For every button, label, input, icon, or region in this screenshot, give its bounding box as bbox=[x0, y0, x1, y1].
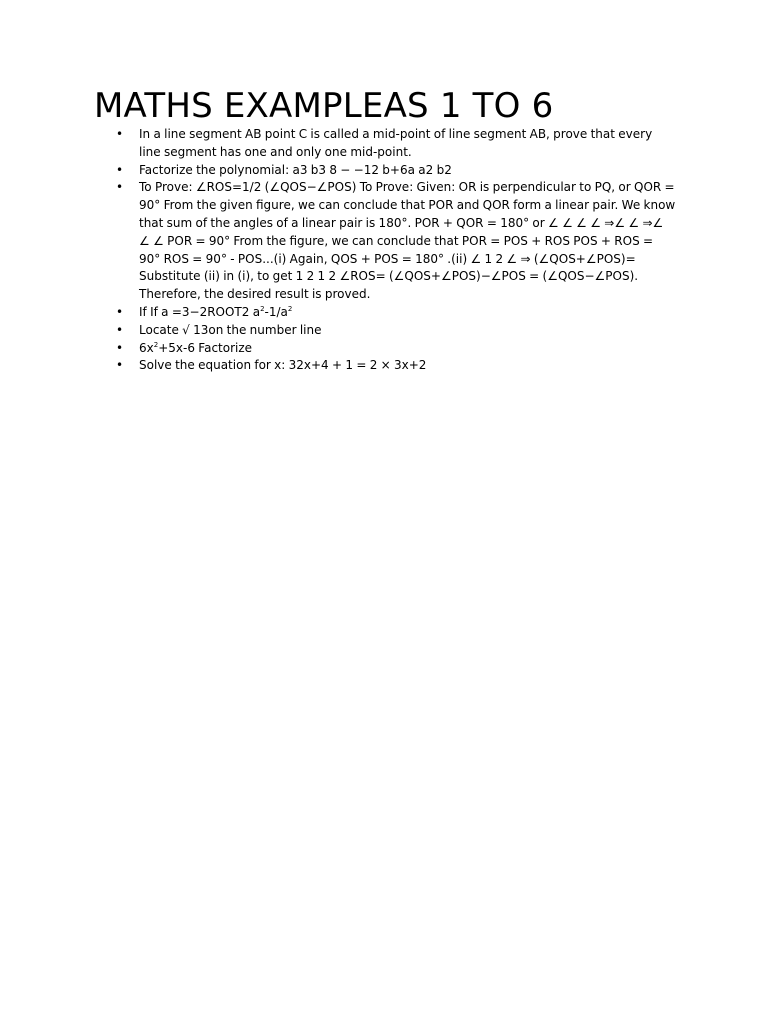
list-item-2 bbox=[116, 162, 676, 180]
list-item-text bbox=[139, 304, 676, 322]
list-item-4 bbox=[116, 304, 676, 322]
bullet-icon: • bbox=[116, 358, 124, 373]
list-item-text: Locate √ 13on the number line bbox=[139, 322, 322, 337]
list-item-1 bbox=[116, 126, 676, 162]
list-item-7 bbox=[116, 357, 676, 375]
superscript: 2 bbox=[153, 340, 159, 349]
list-item-6 bbox=[116, 340, 676, 358]
list-item-5 bbox=[116, 322, 676, 340]
list-item-text: In a line segment AB point C is called a mid-point of line segment AB, prove that every line segment has one and only one mid-point. bbox=[139, 127, 653, 159]
list-item-text: To Prove: ∠ROS=1/2 (∠QOS−∠POS) To Prove: Given: OR is perpendicular to PQ, or QOR = 90° From the given figure, we can conclude that POR and QOR form a linear pair. We know that sum of the angles of a linear pair is 180°. POR + QOR = 180° or ∠ ∠ ∠ ∠ ⇒∠ ∠ ⇒∠ ∠ ∠ POR = 90° From the figure, we can conclude that POR = POS + ROS POS + ROS = 90° ROS = 90° - POS...(i) Again, QOS + POS = 180° .(ii) ∠ 1 2 ∠ ⇒ (∠QOS+∠POS)= Substitute (ii) in (i), to get 1 2 1 2 ∠ROS= (∠QOS+∠POS)−∠POS = (∠QOS−∠POS). Therefore, the desired result is proved. bbox=[139, 180, 676, 302]
expression-suffix: +5x-6 Factorize bbox=[158, 340, 253, 355]
bullet-icon: • bbox=[116, 322, 124, 337]
document-title: MATHS EXAMPLEAS 1 TO 6 bbox=[94, 86, 554, 126]
expression-middle: -1/a bbox=[264, 304, 288, 319]
list-item-text: Factorize the polynomial: a3 b3 8 − −12 b+6a a2 b2 bbox=[139, 162, 452, 177]
bullet-icon: • bbox=[116, 180, 124, 195]
list-item-3 bbox=[116, 179, 676, 304]
superscript: 2 bbox=[287, 304, 293, 313]
bullet-list bbox=[116, 126, 676, 375]
expression-prefix: If If a =3−2ROOT2 a bbox=[139, 304, 261, 319]
bullet-icon: • bbox=[116, 340, 124, 355]
expression-prefix: 6x bbox=[139, 340, 154, 355]
list-item-text bbox=[139, 340, 676, 358]
superscript: 2 bbox=[260, 304, 265, 313]
bullet-icon: • bbox=[116, 162, 124, 177]
bullet-icon: • bbox=[116, 127, 124, 141]
list-item-text: Solve the equation for x: 32x+4 + 1 = 2 × 3x+2 bbox=[139, 358, 427, 373]
bullet-icon: • bbox=[116, 304, 124, 319]
